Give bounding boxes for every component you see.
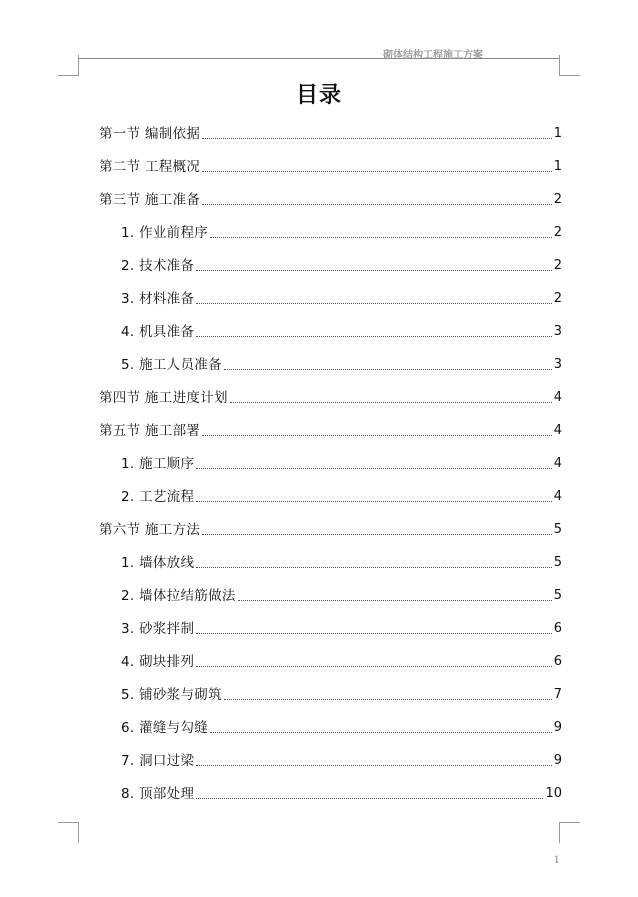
toc-entry-label: 1. 墙体放线 [121, 555, 195, 571]
toc-entry-label: 第六节 施工方法 [99, 522, 201, 538]
toc-dot-leader [196, 566, 551, 568]
toc-dot-leader [196, 764, 551, 766]
toc-entry[interactable] [99, 737, 562, 770]
crop-mark-bottom-right [559, 822, 580, 843]
toc-title: 目录 [295, 83, 342, 108]
toc-entry[interactable] [99, 242, 562, 275]
header-rule [78, 58, 559, 59]
toc-entry-label: 1. 作业前程序 [121, 225, 209, 241]
toc-entry-label: 第三节 施工准备 [99, 192, 201, 208]
toc-entry[interactable] [99, 506, 562, 539]
toc-entry-label: 2. 墙体拉结筋做法 [121, 588, 236, 604]
toc-entry-page: 1 [553, 159, 562, 174]
toc-dot-leader [230, 401, 552, 403]
toc-dot-leader [224, 698, 552, 700]
toc-entry-page: 5 [553, 555, 562, 570]
toc-entry-label: 2. 技术准备 [121, 258, 195, 274]
toc-entry-page: 4 [553, 423, 562, 438]
toc-dot-leader [196, 302, 551, 304]
toc-entry[interactable] [99, 308, 562, 341]
toc-entry[interactable] [99, 770, 562, 803]
toc-entry[interactable] [99, 539, 562, 572]
toc-entry-page: 2 [553, 225, 562, 240]
toc-entry-label: 3. 材料准备 [121, 291, 195, 307]
toc-entry-label: 7. 洞口过梁 [121, 753, 195, 769]
toc-entry-page: 2 [553, 192, 562, 207]
toc-entry-page: 5 [553, 588, 562, 603]
toc-entry[interactable] [99, 407, 562, 440]
toc-dot-leader [196, 632, 551, 634]
toc-entry-page: 2 [553, 291, 562, 306]
toc-entry-label: 第一节 编制依据 [99, 126, 201, 142]
toc-entry-page: 4 [553, 390, 562, 405]
toc-entry[interactable] [99, 143, 562, 176]
toc-entry-page: 6 [553, 621, 562, 636]
crop-mark-bottom-left [58, 822, 79, 843]
toc-entry[interactable] [99, 110, 562, 143]
toc-entry[interactable] [99, 704, 562, 737]
toc-entry[interactable] [99, 341, 562, 374]
toc-entry[interactable] [99, 638, 562, 671]
table-of-contents [99, 110, 562, 803]
toc-entry-page: 1 [553, 126, 562, 141]
toc-dot-leader [196, 335, 551, 337]
toc-dot-leader [224, 368, 552, 370]
toc-entry[interactable] [99, 374, 562, 407]
toc-entry-label: 5. 施工人员准备 [121, 357, 222, 373]
toc-dot-leader [238, 599, 552, 601]
toc-dot-leader [196, 467, 551, 469]
toc-dot-leader [210, 236, 552, 238]
toc-entry-label: 第二节 工程概况 [99, 159, 201, 175]
toc-entry-page: 4 [553, 456, 562, 471]
toc-entry[interactable] [99, 473, 562, 506]
page-number: 1 [553, 855, 560, 866]
toc-entry-label: 1. 施工顺序 [121, 456, 195, 472]
toc-entry-label: 4. 机具准备 [121, 324, 195, 340]
toc-dot-leader [202, 533, 552, 535]
toc-dot-leader [202, 137, 552, 139]
toc-entry[interactable] [99, 209, 562, 242]
toc-entry[interactable] [99, 671, 562, 704]
toc-entry-page: 3 [553, 324, 562, 339]
toc-entry-page: 10 [545, 786, 562, 801]
toc-entry-page: 6 [553, 654, 562, 669]
toc-dot-leader [202, 170, 552, 172]
toc-entry-label: 第五节 施工部署 [99, 423, 201, 439]
toc-entry-page: 3 [553, 357, 562, 372]
toc-entry-page: 2 [553, 258, 562, 273]
toc-entry-label: 6. 灌缝与勾缝 [121, 720, 209, 736]
toc-entry-page: 7 [553, 687, 562, 702]
toc-entry-label: 2. 工艺流程 [121, 489, 195, 505]
toc-entry[interactable] [99, 440, 562, 473]
crop-mark-top-right [559, 55, 580, 76]
toc-entry-label: 第四节 施工进度计划 [99, 390, 228, 406]
toc-entry[interactable] [99, 605, 562, 638]
toc-entry-page: 4 [553, 489, 562, 504]
toc-entry-page: 9 [553, 753, 562, 768]
toc-dot-leader [196, 665, 551, 667]
toc-dot-leader [202, 203, 552, 205]
toc-dot-leader [202, 434, 552, 436]
toc-entry[interactable] [99, 275, 562, 308]
toc-entry-label: 8. 顶部处理 [121, 786, 195, 802]
toc-entry-page: 5 [553, 522, 562, 537]
toc-dot-leader [196, 269, 551, 271]
header-text: 砌体结构工程施工方案 [383, 50, 483, 61]
toc-dot-leader [210, 731, 552, 733]
toc-dot-leader [196, 797, 543, 799]
crop-mark-top-left [58, 55, 79, 76]
toc-entry-label: 3. 砂浆拌制 [121, 621, 195, 637]
toc-entry[interactable] [99, 176, 562, 209]
toc-entry-label: 5. 铺砂浆与砌筑 [121, 687, 222, 703]
toc-entry-label: 4. 砌块排列 [121, 654, 195, 670]
toc-entry-page: 9 [553, 720, 562, 735]
toc-dot-leader [196, 500, 551, 502]
toc-entry[interactable] [99, 572, 562, 605]
